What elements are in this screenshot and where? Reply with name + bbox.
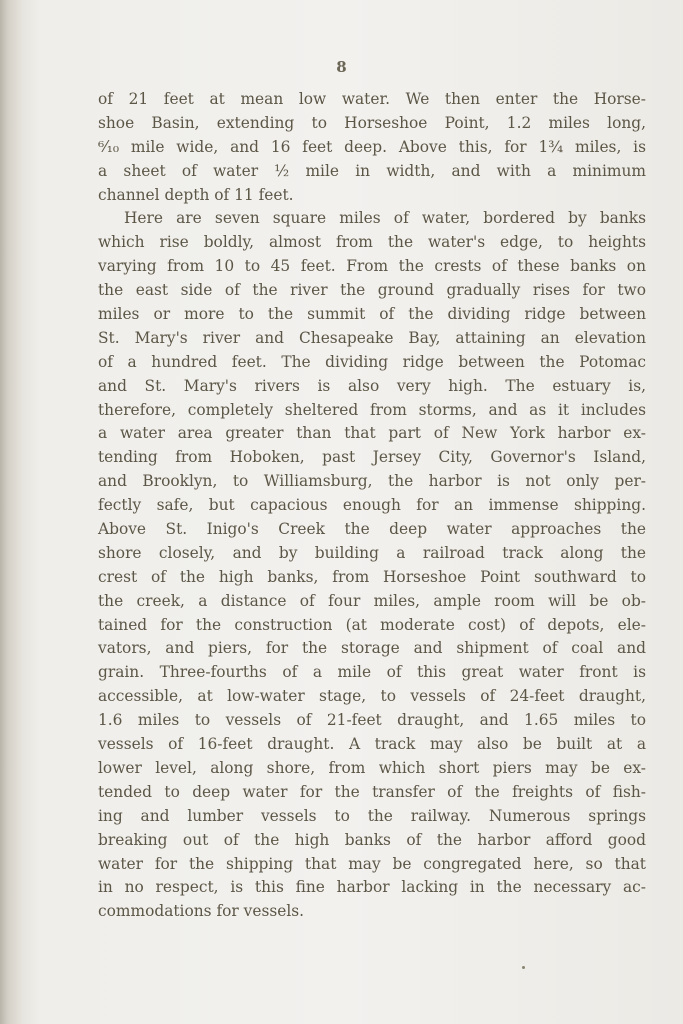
text-line: and Brooklyn, to Williamsburg, the harbor is not only per- xyxy=(98,472,646,491)
text-line: shoe Basin, extending to Horseshoe Point, 1.2 miles long, xyxy=(98,113,646,132)
text-line: a sheet of water ½ mile in width, and with a minimum xyxy=(98,161,646,180)
text-line: commodations for vessels. xyxy=(98,902,305,921)
text-line: and St. Mary's rivers is also very high. The estuary is, xyxy=(98,376,646,395)
text-line: tending from Hoboken, past Jersey City, Governor's Island, xyxy=(98,448,646,467)
text-line: of a hundred feet. The dividing ridge between the Potomac xyxy=(98,352,646,371)
text-line: varying from 10 to 45 feet. From the crests of these banks on xyxy=(98,257,646,276)
text-line: fectly safe, but capacious enough for an immense shipping. xyxy=(98,496,646,515)
text-line: ing and lumber vessels to the railway. Numerous springs xyxy=(98,806,646,825)
text-line: tended to deep water for the transfer of the freights of fish- xyxy=(98,782,646,801)
text-line: vessels of 16-feet draught. A track may also be built at a xyxy=(98,735,646,754)
text-line: channel depth of 11 feet. xyxy=(98,185,294,204)
text-line: vators, and piers, for the storage and shipment of coal and xyxy=(98,639,646,658)
text-line: grain. Three-fourths of a mile of this great water front is xyxy=(98,663,646,682)
page-number: 8 xyxy=(336,58,347,76)
text-line: ⁶⁄₁₀ mile wide, and 16 feet deep. Above this, for 1¾ miles, is xyxy=(98,137,646,156)
text-line: St. Mary's river and Chesapeake Bay, attaining an elevation xyxy=(98,328,646,347)
text-line: 1.6 miles to vessels of 21-feet draught, and 1.65 miles to xyxy=(98,711,646,730)
text-line: crest of the high banks, from Horseshoe Point southward to xyxy=(98,567,646,586)
text-line: shore closely, and by building a railroad track along the xyxy=(98,543,646,562)
text-line: which rise boldly, almost from the water's edge, to heights xyxy=(98,233,646,252)
text-line: miles or more to the summit of the dividing ridge between xyxy=(98,305,646,324)
text-line: breaking out of the high banks of the harbor afford good xyxy=(98,830,646,849)
body-text xyxy=(98,88,646,924)
text-line: accessible, at low-water stage, to vessels of 24-feet draught, xyxy=(98,687,646,706)
text-line: water for the shipping that may be congregated here, so that xyxy=(98,854,646,873)
paper-speck xyxy=(522,966,525,969)
text-line: Above St. Inigo's Creek the deep water approaches the xyxy=(98,520,646,539)
text-line: lower level, along shore, from which short piers may be ex- xyxy=(98,758,646,777)
text-line: therefore, completely sheltered from storms, and as it includes xyxy=(98,400,646,419)
text-line: of 21 feet at mean low water. We then enter the Horse- xyxy=(98,90,646,108)
book-spine-shadow xyxy=(0,0,22,1024)
text-line: Here are seven square miles of water, bordered by banks xyxy=(124,209,646,228)
text-line: a water area greater than that part of New York harbor ex- xyxy=(98,424,646,443)
text-line: the creek, a distance of four miles, ample room will be ob- xyxy=(98,591,646,610)
text-line: in no respect, is this fine harbor lacking in the necessary ac- xyxy=(98,878,646,897)
text-line: tained for the construction (at moderate cost) of depots, ele- xyxy=(98,615,646,634)
text-line: the east side of the river the ground gradually rises for two xyxy=(98,281,646,300)
